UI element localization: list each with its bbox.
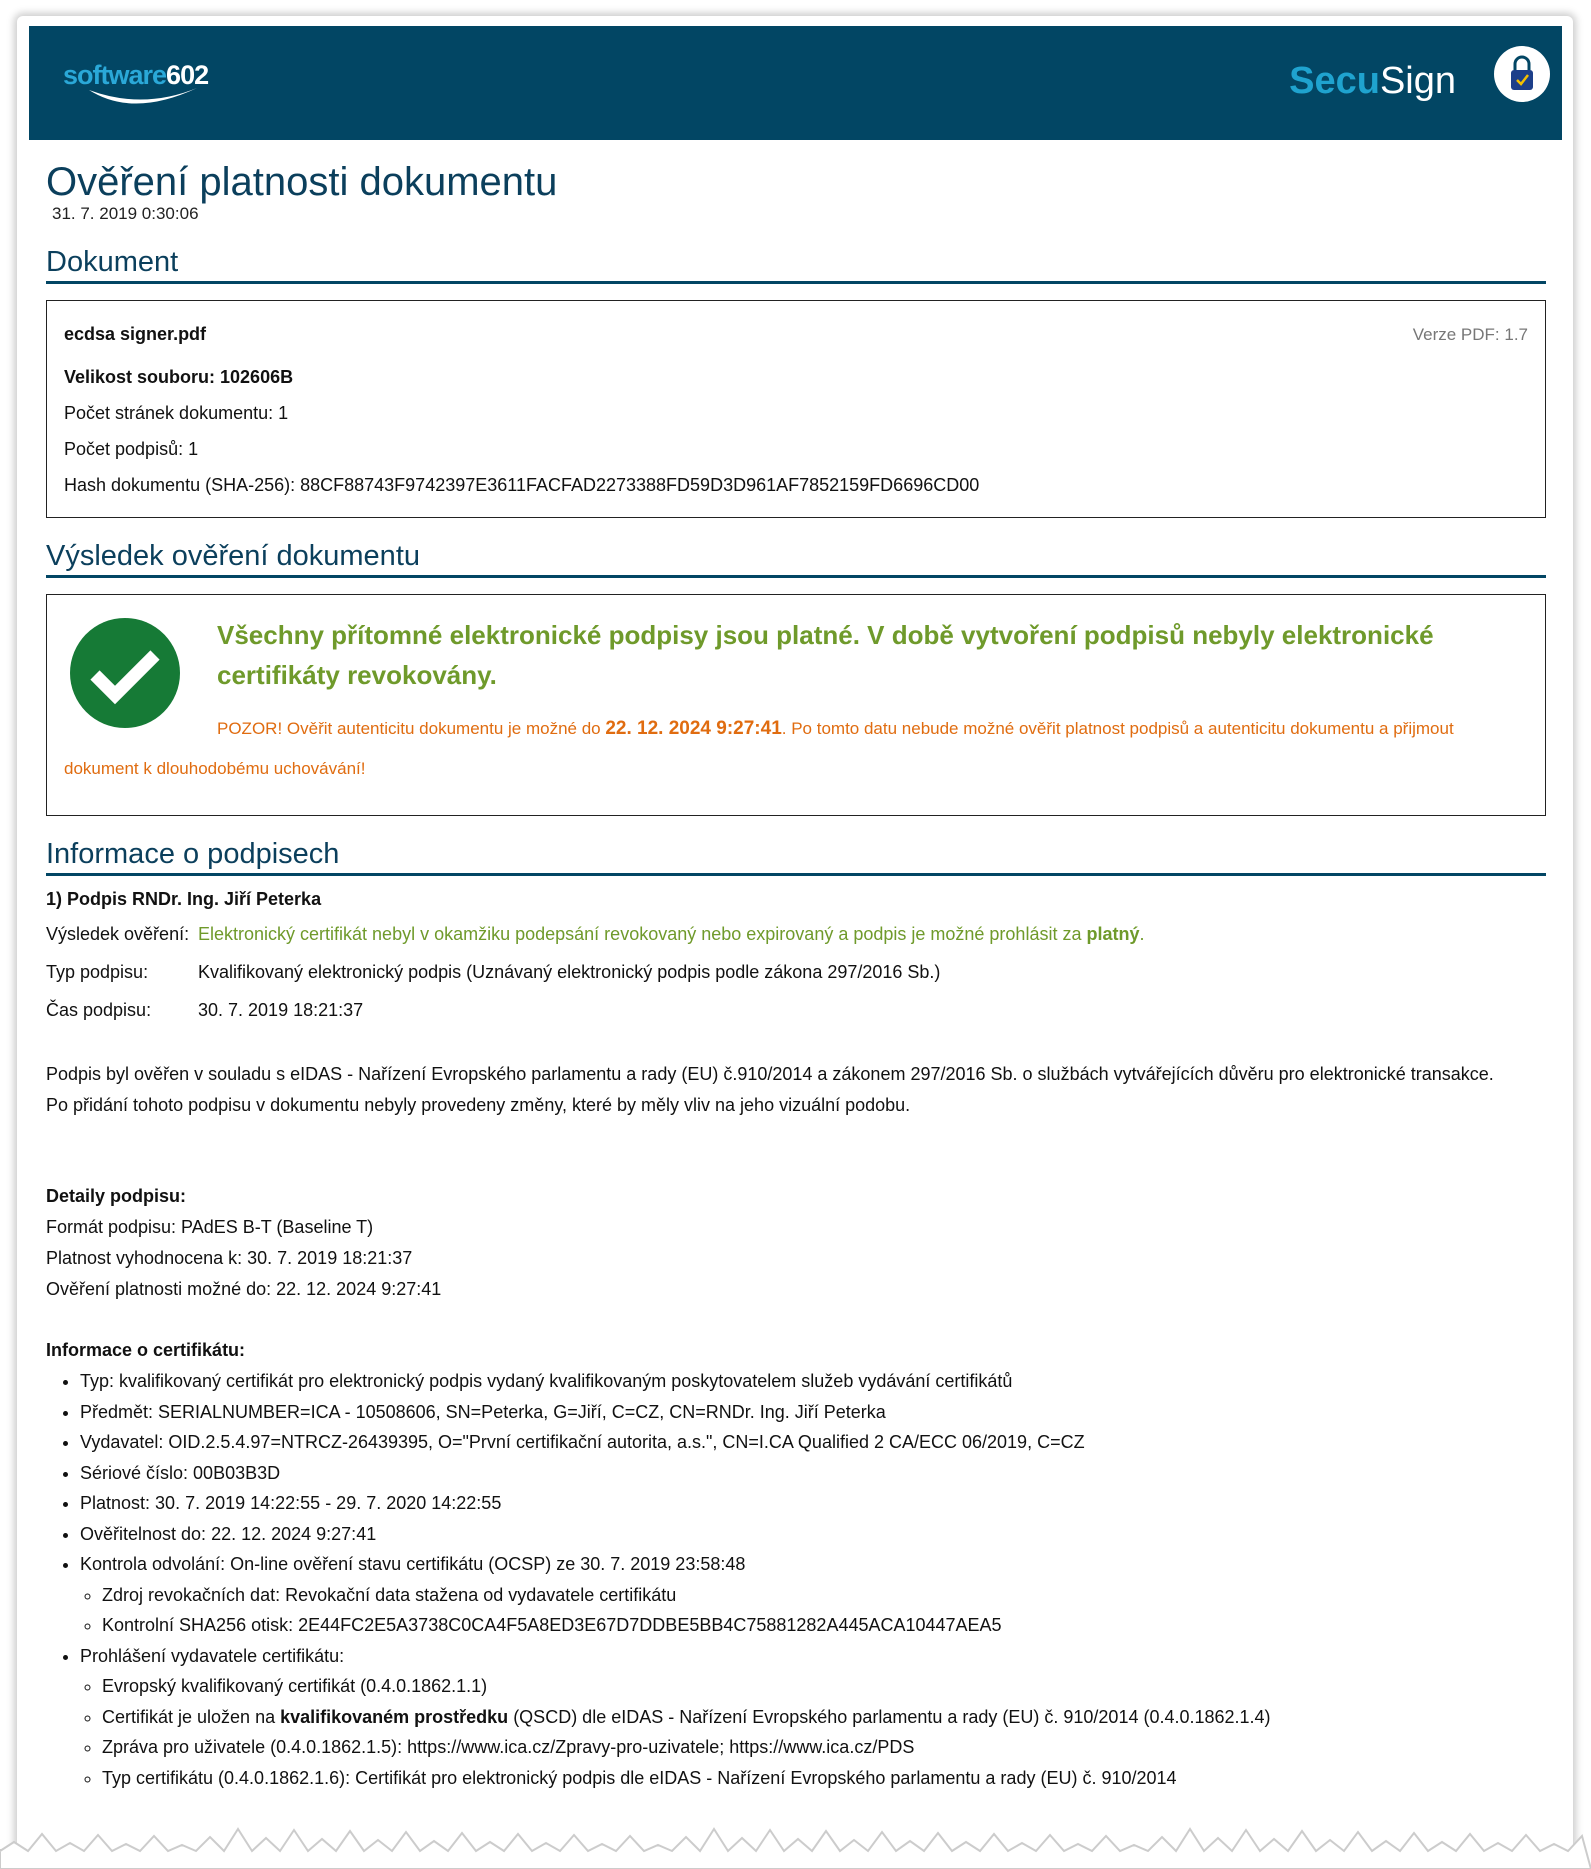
list-item: ◦ Typ certifikátu (0.4.0.1862.1.6): Certifikát pro elektronický podpis dle eIDAS - Nařízení Evropského parlamentu a rady (EU) č. 910/2014 xyxy=(102,1763,1546,1794)
secusign-brand: SecuSign xyxy=(1289,60,1456,102)
page-count: Počet stránek dokumentu: 1 xyxy=(64,403,289,423)
list-item: • Typ: kvalifikovaný certifikát pro elektronický podpis vydaný kvalifikovaným poskytovatelem služeb vydávání certifikátů xyxy=(80,1366,1546,1397)
validity-warning: POZOR! Ověřit autenticitu dokumentu je možné do 22. 12. 2024 9:27:41. Po tomto datu nebude možné ověřit platnost podpisů a autenticitu dokumentu a přijmout dokument k dlouhodobému uchovávání! xyxy=(64,718,1454,778)
detail-evaluated: Platnost vyhodnocena k: 30. 7. 2019 18:21:37 xyxy=(46,1248,413,1268)
list-item: • Prohlášení vydavatele certifikátu: ◦ Evropský kvalifikovaný certifikát (0.4.0.1862.1.1) ◦ Certifikát je uložen na kvalifikovaném prostředku (QSCD) dle eIDAS - Nařízení Evropského parlamentu a rady (EU) č. 910/2014 (0.4.0.1862.1.4) ◦ Zpráva pro uživatele (0.4.0.1862.1.5): https://www.ica.cz/Zpravy-pro-uzivatele; https://www.ica.cz/PDS ◦ Typ certifikátu (0.4.0.1862.1.6): Certifikát pro elektronický podpis dle eIDAS - Nařízení Evropského parlamentu a rady (EU) č. 910/2014 xyxy=(80,1641,1546,1794)
list-item: ◦ Certifikát je uložen na kvalifikovaném prostředku (QSCD) dle eIDAS - Nařízení Evropského parlamentu a rady (EU) č. 910/2014 (0.4.0.1862.1.4) xyxy=(102,1702,1546,1733)
document-box xyxy=(46,300,1546,518)
list-item: • Vydavatel: OID.2.5.4.97=NTRCZ-26439395, O="První certifikační autorita, a.s.", CN=I.CA Qualified 2 CA/ECC 06/2019, C=CZ xyxy=(80,1427,1546,1458)
list-item: • Předmět: SERIALNUMBER=ICA - 10508606, SN=Peterka, G=Jiří, C=CZ, CN=RNDr. Ing. Jiří Peterka xyxy=(80,1397,1546,1428)
lock-icon xyxy=(1494,46,1550,102)
signature-info xyxy=(46,884,1546,1793)
list-item: ◦ Zdroj revokačních dat: Revokační data stažena od vydavatele certifikátu xyxy=(102,1580,1546,1611)
list-item: • Sériové číslo: 00B03B3D xyxy=(80,1458,1546,1489)
changes-paragraph: Po přidání tohoto podpisu v dokumentu nebyly provedeny změny, které by měly vliv na jeho vizuální podobu. xyxy=(46,1095,911,1115)
list-item: ◦ Zpráva pro uživatele (0.4.0.1862.1.5): https://www.ica.cz/Zpravy-pro-uzivatele; https://www.ica.cz/PDS xyxy=(102,1732,1546,1763)
list-item: ◦ Evropský kvalifikovaný certifikát (0.4.0.1862.1.1) xyxy=(102,1671,1546,1702)
check-circle-icon xyxy=(69,617,181,729)
list-item: ◦ Kontrolní SHA256 otisk: 2E44FC2E5A3738C0CA4F5A8ED3E67D7DDBE5BB4C75881282A445ACA10447AEA5 xyxy=(102,1610,1546,1641)
row-result: Výsledek ověření: Elektronický certifikát nebyl v okamžiku podepsání revokovaný nebo expirovaný a podpis je možné prohlásit za platný. xyxy=(46,924,1145,944)
eidas-paragraph: Podpis byl ověřen v souladu s eIDAS - Nařízení Evropského parlamentu a rady (EU) č.910/2014 a zákonem 297/2016 Sb. o službách vytvářejících důvěru pro elektronické transakce. xyxy=(46,1064,1494,1084)
signature-count: Počet podpisů: 1 xyxy=(64,439,199,459)
section-result: Výsledek ověření dokumentu xyxy=(46,540,1546,578)
logo-swoosh-icon xyxy=(83,84,203,114)
page-title: Ověření platnosti dokumentu xyxy=(46,160,558,204)
list-item: • Ověřitelnost do: 22. 12. 2024 9:27:41 xyxy=(80,1519,1546,1550)
report-date: 31. 7. 2019 0:30:06 xyxy=(52,204,199,223)
row-time: Čas podpisu: 30. 7. 2019 18:21:37 xyxy=(46,1000,364,1020)
list-item: • Platnost: 30. 7. 2019 14:22:55 - 29. 7. 2020 14:22:55 xyxy=(80,1488,1546,1519)
cert-list xyxy=(80,1366,1546,1793)
signature-title: 1) Podpis RNDr. Ing. Jiří Peterka xyxy=(46,889,322,909)
torn-edge xyxy=(0,1809,1591,1869)
file-size: Velikost souboru: 102606B xyxy=(64,367,294,387)
details-heading: Detaily podpisu: xyxy=(46,1186,187,1206)
row-type: Typ podpisu: Kvalifikovaný elektronický podpis (Uznávaný elektronický podpis podle zákona 297/2016 Sb.) xyxy=(46,962,941,982)
list-item: • Kontrola odvolání: On-line ověření stavu certifikátu (OCSP) ze 30. 7. 2019 23:58:48 ◦ Zdroj revokačních dat: Revokační data stažena od vydavatele certifikátu ◦ Kontrolní SHA256 otisk: 2E44FC2E5A3738C0CA4F5A8ED3E67D7DDBE5BB4C75881282A445ACA10447AEA5 xyxy=(80,1549,1546,1641)
software602-logo: software602 xyxy=(63,60,208,91)
file-name: ecdsa signer.pdf xyxy=(64,324,207,344)
detail-valid-until: Ověření platnosti možné do: 22. 12. 2024 9:27:41 xyxy=(46,1279,442,1299)
section-document: Dokument xyxy=(46,246,1546,284)
detail-format: Formát podpisu: PAdES B-T (Baseline T) xyxy=(46,1217,374,1237)
section-signatures: Informace o podpisech xyxy=(46,838,1546,876)
cert-heading: Informace o certifikátu: xyxy=(46,1340,246,1360)
result-box xyxy=(46,594,1546,816)
result-message: Všechny přítomné elektronické podpisy jsou platné. V době vytvoření podpisů nebyly elektronické certifikáty revokovány. xyxy=(217,620,1434,690)
header-bar xyxy=(29,26,1562,140)
pdf-version: Verze PDF: 1.7 xyxy=(1412,325,1528,344)
document-hash: Hash dokumentu (SHA-256): 88CF88743F9742397E3611FACFAD2273388FD59D3D961AF7852159FD6696CD00 xyxy=(64,475,980,495)
